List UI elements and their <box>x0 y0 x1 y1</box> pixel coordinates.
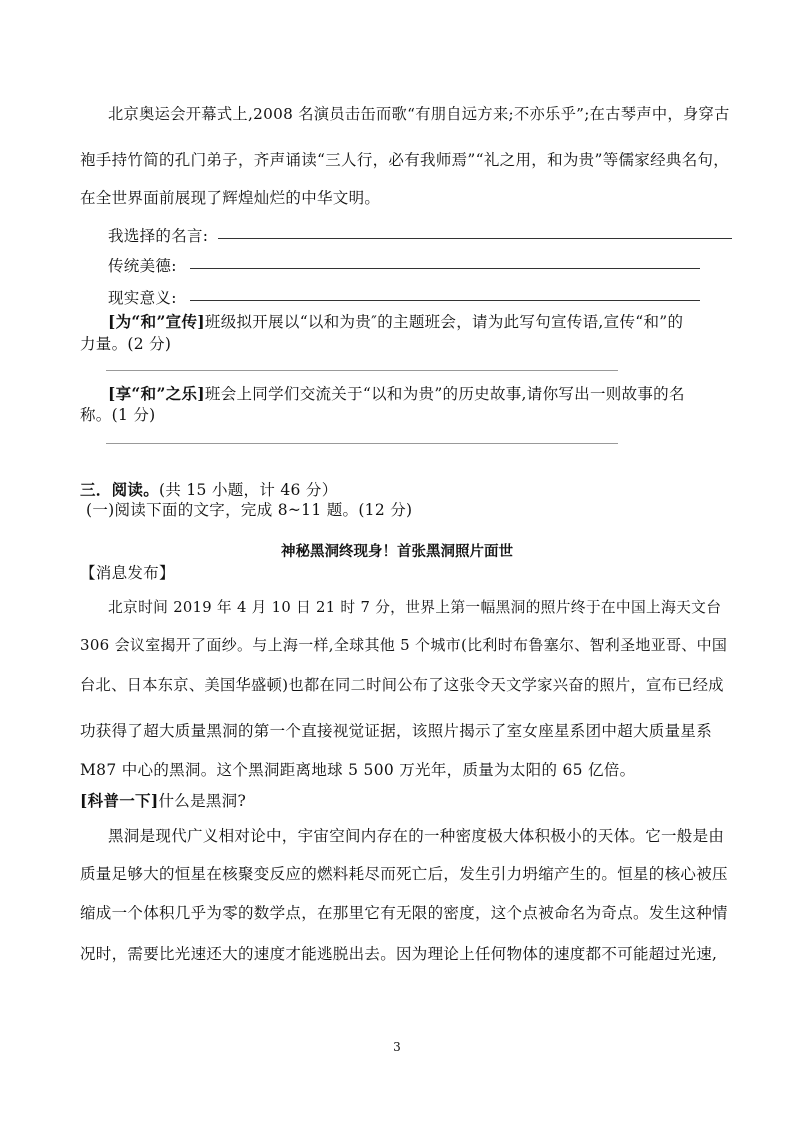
field-label-virtue: 传统美德: <box>108 257 177 275</box>
science-line: 况时，需要比光速还大的速度才能逃脱出去。因为理论上任何物体的速度都不可能超过光速, <box>80 945 718 963</box>
science-line: 黑洞是现代广义相对论中，宇宙空间内存在的一种密度极大体积极小的天体。它一般是由 <box>108 827 725 845</box>
task-line: 称。(1 分) <box>80 406 156 424</box>
news-label: 【消息发布】 <box>80 564 175 582</box>
science-question: 什么是黑洞? <box>158 792 247 810</box>
science-line: 质量足够大的恒星在核聚变反应的燃料耗尽而死亡后，发生引力坍缩产生的。恒星的核心被压 <box>80 865 728 883</box>
section-subheading: (一)阅读下面的文字，完成 8~11 题。(12 分) <box>86 501 413 519</box>
page-number: 3 <box>393 1040 401 1054</box>
task-line <box>108 382 685 404</box>
news-line: 北京时间 2019 年 4 月 10 日 21 时 7 分，世界上第一幅黑洞的照片终于在中国上海天文台 <box>108 599 722 616</box>
answer-line-story[interactable] <box>106 443 618 444</box>
field-label-quote: 我选择的名言: <box>108 227 209 245</box>
section-heading <box>80 478 338 500</box>
article-title: 神秘黑洞终现身！首张黑洞照片面世 <box>281 544 513 560</box>
task-line <box>108 310 683 332</box>
paragraph-line: 北京奥运会开幕式上,2008 名演员击缶而歌“有朋自远方来;不亦乐乎”;在古琴声中，身穿古 <box>108 105 730 123</box>
paragraph-line: 在全世界面前展现了辉煌灿烂的中华文明。 <box>80 189 381 207</box>
field-label-significance: 现实意义: <box>108 289 177 307</box>
section-heading-title: 三．阅读。 <box>80 480 160 499</box>
answer-line-significance[interactable] <box>190 300 700 301</box>
task-text: 班会上同学们交流关于“以和为贵”的历史故事,请你写出一则故事的名 <box>204 385 685 403</box>
science-heading <box>80 789 246 811</box>
task-line: 力量。(2 分) <box>80 335 172 353</box>
answer-line-slogan[interactable] <box>106 370 618 371</box>
task-text: 班级拟开展以“以和为贵″的主题班会，请为此写句宣传语,宣传“和”的 <box>204 313 684 331</box>
section-heading-info: (共 15 小题，计 46 分） <box>159 481 338 499</box>
science-line: 缩成一个体积几乎为零的数学点，在那里它有无限的密度，这个点被命名为奇点。发生这种情 <box>80 904 728 922</box>
task-tag: [享“和”之乐] <box>108 384 205 403</box>
paragraph-line: 袍手持竹简的孔门弟子，齐声诵读“三人行，必有我师焉”“礼之用，和为贵”等儒家经典名句， <box>80 151 730 169</box>
task-tag: [为“和”宣传] <box>108 312 205 331</box>
news-line: 306 会议室揭开了面纱。与上海一样,全球其他 5 个城市(比利时布鲁塞尔、智利圣地亚哥、中国 <box>80 636 728 654</box>
answer-line-virtue[interactable] <box>190 268 700 269</box>
science-label: [科普一下] <box>80 791 159 810</box>
news-line: 台北、日本东京、美国华盛顿)也都在同二时间公布了这张令天文学家兴奋的照片，宣布已经成 <box>80 676 724 694</box>
answer-line-quote[interactable] <box>218 238 732 239</box>
news-line: 功获得了超大质量黑洞的第一个直接视觉证据，该照片揭示了室女座星系团中超大质量星系 <box>80 722 713 740</box>
news-line: M87 中心的黑洞。这个黑洞距离地球 5 500 万光年，质量为太阳的 65 亿倍。 <box>80 761 636 779</box>
